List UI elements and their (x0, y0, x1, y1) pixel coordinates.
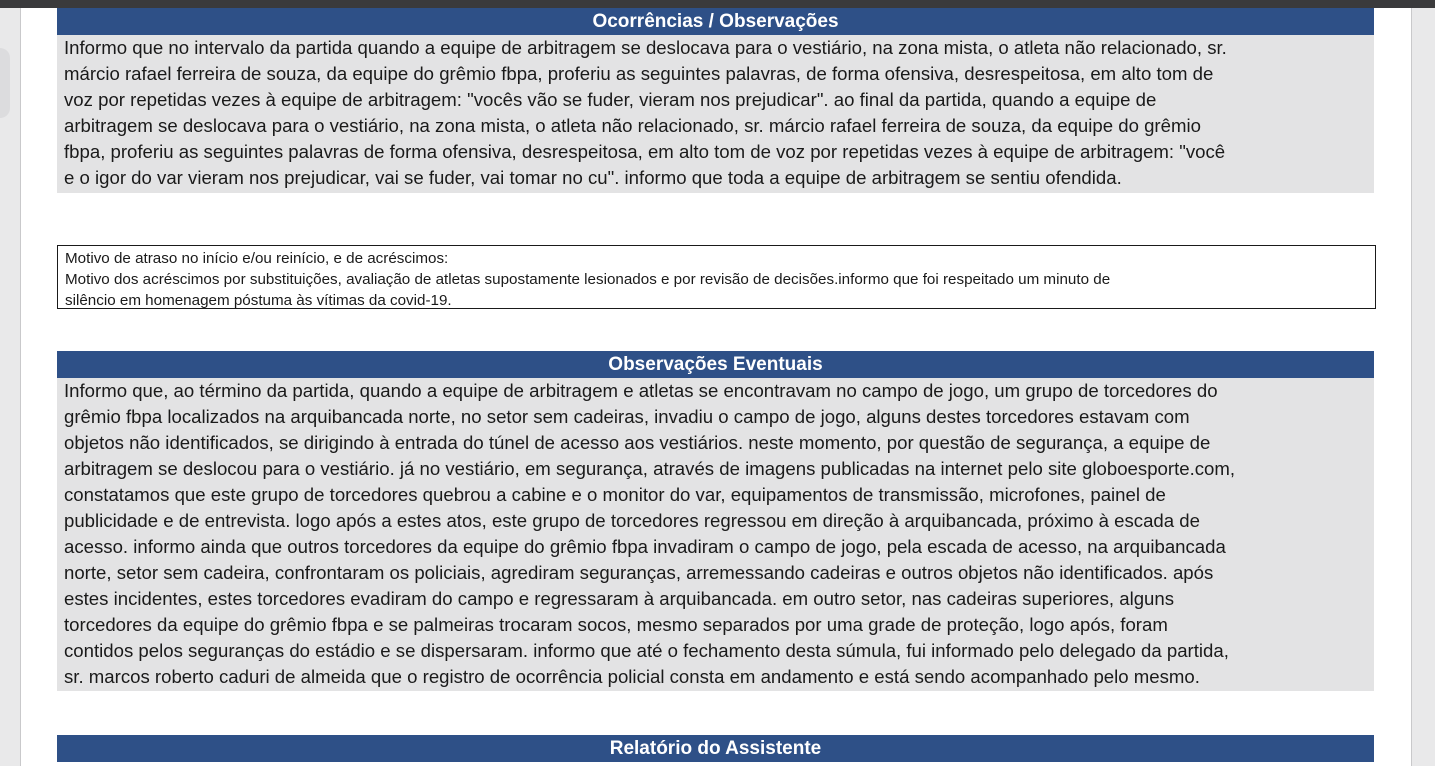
text-line: publicidade e de entrevista. logo após a estes atos, este grupo de torcedores regressou em direção à arquibancada, próximo à escada de (64, 510, 1200, 531)
text-line: constatamos que este grupo de torcedores quebrou a cabine e o monitor do var, equipamentos de transmissão, microfones, painel de (64, 484, 1166, 505)
text-line: torcedores da equipe do grêmio fbpa e se palmeiras trocaram socos, mesmo separados por uma grade de proteção, logo após, foram (64, 614, 1168, 635)
text-line: contidos pelos seguranças do estádio e se dispersaram. informo que até o fechamento desta súmula, fui informado pelo delegado da partida, (64, 640, 1229, 661)
atraso-box (57, 245, 1376, 309)
text-line: fbpa, proferiu as seguintes palavras de forma ofensiva, desrespeitosa, em alto tom de voz por repetidas vezes à equipe de arbitragem: "você (64, 141, 1226, 162)
text-line: silêncio em homenagem póstuma às vítimas da covid-19. (65, 292, 452, 309)
assistente-section (57, 735, 1374, 762)
text-line: norte, setor sem cadeira, confrontaram os policiais, agrediram seguranças, arremessando cadeiras e outros objetos não identificados. após (64, 562, 1214, 583)
text-line: Motivo dos acréscimos por substituições, avaliação de atletas supostamente lesionados e por revisão de decisões.informo que foi respeitado um minuto de (65, 271, 1111, 288)
eventuais-body (57, 378, 1374, 691)
atraso-label: Motivo de atraso no início e/ou reinício, e de acréscimos: (65, 250, 449, 267)
side-panel-tab[interactable] (0, 48, 10, 118)
text-line: Informo que no intervalo da partida quando a equipe de arbitragem se deslocava para o vestiário, na zona mista, o atleta não relacionado, sr. (64, 37, 1227, 58)
text-line: acesso. informo ainda que outros torcedores da equipe do grêmio fbpa invadiram o campo de jogo, pela escada de acesso, na arquibancada (64, 536, 1226, 557)
text-line: arbitragem se deslocou para o vestiário. já no vestiário, em segurança, através de imagens publicadas na internet pelo site globoesporte.com, (64, 458, 1236, 479)
text-line: estes incidentes, estes torcedores evadiram do campo e regressaram à arquibancada. em outro setor, nas cadeiras superiores, alguns (64, 588, 1175, 609)
window-top-bar (0, 0, 1435, 8)
ocorrencias-body (57, 35, 1374, 193)
text-line: e o igor do var vieram nos prejudicar, vai se fuder, vai tomar no cu". informo que toda a equipe de arbitragem se sentiu ofendida. (64, 167, 1122, 188)
text-line: márcio rafael ferreira de souza, da equipe do grêmio fbpa, proferiu as seguintes palavras, de forma ofensiva, desrespeitosa, em alto tom de (64, 63, 1214, 84)
assistente-header: Relatório do Assistente (57, 735, 1374, 762)
text-line: sr. marcos roberto caduri de almeida que o registro de ocorrência policial consta em andamento e está sendo acompanhado pelo mesmo. (64, 666, 1200, 687)
eventuais-section (57, 351, 1374, 691)
text-line: arbitragem se deslocava para o vestiário, na zona mista, o atleta não relacionado, sr. márcio rafael ferreira de souza, da equipe do grêmio (64, 115, 1201, 136)
text-line: grêmio fbpa localizados na arquibancada norte, no setor sem cadeiras, invadiu o campo de jogo, alguns destes torcedores estavam com (64, 406, 1190, 427)
text-line: objetos não identificados, se dirigindo à entrada do túnel de acesso aos vestiários. neste momento, por questão de segurança, a equipe de (64, 432, 1211, 453)
text-line: voz por repetidas vezes à equipe de arbitragem: "vocês vão se fuder, vieram nos prejudicar". ao final da partida, quando a equipe de (64, 89, 1157, 110)
ocorrencias-header: Ocorrências / Observações (57, 8, 1374, 35)
ocorrencias-section (57, 8, 1374, 193)
eventuais-header: Observações Eventuais (57, 351, 1374, 378)
document-page (20, 8, 1412, 766)
text-line: Informo que, ao término da partida, quando a equipe de arbitragem e atletas se encontravam no campo de jogo, um grupo de torcedores do (64, 380, 1218, 401)
